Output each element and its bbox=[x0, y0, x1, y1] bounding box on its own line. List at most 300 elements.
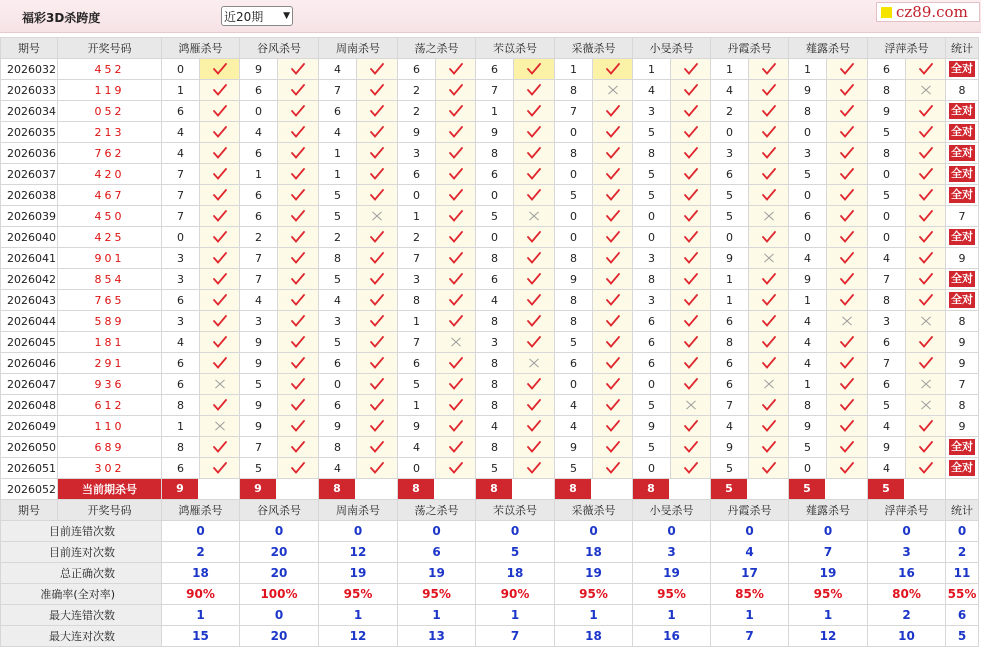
kill-number: 8 bbox=[555, 311, 593, 332]
row-total bbox=[946, 227, 979, 248]
cross-icon bbox=[920, 315, 932, 327]
check-icon bbox=[840, 462, 854, 474]
kill-number: 7 bbox=[240, 437, 278, 458]
kill-number: 5 bbox=[319, 206, 357, 227]
check-icon bbox=[684, 84, 698, 96]
kill-result bbox=[827, 248, 868, 269]
check-icon bbox=[840, 126, 854, 138]
kill-result bbox=[514, 164, 555, 185]
kill-number: 3 bbox=[711, 143, 749, 164]
stat-value: 3 bbox=[868, 542, 946, 563]
check-icon bbox=[762, 336, 776, 348]
kill-result bbox=[827, 143, 868, 164]
check-icon bbox=[919, 294, 933, 306]
table-row bbox=[1, 416, 979, 437]
check-icon bbox=[449, 315, 463, 327]
kill-result bbox=[749, 248, 789, 269]
kill-number: 7 bbox=[240, 269, 278, 290]
kill-result bbox=[671, 248, 711, 269]
check-icon bbox=[213, 462, 227, 474]
kill-result bbox=[514, 332, 555, 353]
winning-number: 450 bbox=[58, 206, 162, 227]
kill-number: 4 bbox=[555, 416, 593, 437]
row-total: 9 bbox=[946, 248, 979, 269]
stat-value: 12 bbox=[319, 626, 398, 647]
period-select[interactable] bbox=[221, 6, 293, 26]
check-icon bbox=[527, 315, 541, 327]
kill-result bbox=[200, 164, 240, 185]
kill-result bbox=[436, 416, 476, 437]
kill-number: 5 bbox=[398, 374, 436, 395]
kill-number: 8 bbox=[398, 290, 436, 311]
kill-number: 7 bbox=[162, 164, 200, 185]
kill-result bbox=[278, 206, 319, 227]
check-icon bbox=[527, 84, 541, 96]
cross-icon bbox=[214, 420, 226, 432]
check-icon bbox=[840, 399, 854, 411]
kill-result bbox=[827, 59, 868, 80]
kill-number: 4 bbox=[240, 290, 278, 311]
kill-result bbox=[200, 458, 240, 479]
kill-result bbox=[749, 164, 789, 185]
kill-number: 8 bbox=[633, 143, 671, 164]
kill-number: 5 bbox=[319, 185, 357, 206]
kill-result bbox=[593, 437, 633, 458]
check-icon bbox=[606, 336, 620, 348]
kill-result bbox=[749, 269, 789, 290]
check-icon bbox=[684, 420, 698, 432]
kill-number: 1 bbox=[789, 290, 827, 311]
current-kill-badge: 8 bbox=[555, 479, 591, 499]
kill-result bbox=[278, 416, 319, 437]
kill-number: 4 bbox=[555, 395, 593, 416]
kill-number: 8 bbox=[319, 437, 357, 458]
table-row bbox=[1, 122, 979, 143]
row-total bbox=[946, 290, 979, 311]
stat-value: 3 bbox=[633, 542, 711, 563]
kill-result bbox=[671, 101, 711, 122]
kill-number: 0 bbox=[162, 227, 200, 248]
check-icon bbox=[684, 210, 698, 222]
check-icon bbox=[291, 147, 305, 159]
stat-value: 95% bbox=[319, 584, 398, 605]
kill-result bbox=[357, 248, 398, 269]
kill-number: 9 bbox=[555, 437, 593, 458]
kill-number: 0 bbox=[868, 164, 906, 185]
check-icon bbox=[370, 294, 384, 306]
kill-result bbox=[749, 311, 789, 332]
check-icon bbox=[213, 231, 227, 243]
kill-number: 4 bbox=[789, 311, 827, 332]
kill-number: 5 bbox=[476, 458, 514, 479]
kill-result bbox=[200, 143, 240, 164]
kill-result bbox=[200, 122, 240, 143]
issue-number: 2026033 bbox=[1, 80, 58, 101]
stat-value: 6 bbox=[398, 542, 476, 563]
kill-number: 3 bbox=[789, 143, 827, 164]
kill-number: 8 bbox=[789, 101, 827, 122]
check-icon bbox=[527, 231, 541, 243]
kill-number: 8 bbox=[633, 269, 671, 290]
kill-number: 5 bbox=[633, 437, 671, 458]
kill-result bbox=[436, 353, 476, 374]
all-correct-badge: 全对 bbox=[951, 188, 973, 201]
kill-number: 9 bbox=[240, 332, 278, 353]
check-icon bbox=[291, 399, 305, 411]
kill-number: 8 bbox=[555, 80, 593, 101]
check-icon bbox=[370, 441, 384, 453]
kill-number: 8 bbox=[789, 395, 827, 416]
kill-number: 4 bbox=[398, 437, 436, 458]
kill-result bbox=[200, 80, 240, 101]
check-icon bbox=[527, 105, 541, 117]
kill-result bbox=[278, 59, 319, 80]
kill-result bbox=[593, 353, 633, 374]
column-header: 统计 bbox=[946, 38, 979, 59]
kill-number: 5 bbox=[789, 437, 827, 458]
kill-number: 6 bbox=[476, 59, 514, 80]
stat-value: 100% bbox=[240, 584, 319, 605]
stat-value: 16 bbox=[868, 563, 946, 584]
kill-number: 9 bbox=[240, 395, 278, 416]
check-icon bbox=[840, 147, 854, 159]
kill-result bbox=[827, 122, 868, 143]
stat-value: 18 bbox=[162, 563, 240, 584]
kill-number: 5 bbox=[711, 206, 749, 227]
stat-value: 0 bbox=[476, 521, 555, 542]
kill-result bbox=[906, 122, 946, 143]
kill-result bbox=[357, 185, 398, 206]
issue-number: 2026034 bbox=[1, 101, 58, 122]
check-icon bbox=[919, 273, 933, 285]
kill-number: 3 bbox=[398, 269, 436, 290]
kill-result bbox=[906, 311, 946, 332]
table-row bbox=[1, 395, 979, 416]
check-icon bbox=[840, 63, 854, 75]
kill-result bbox=[514, 248, 555, 269]
column-header: 谷风杀号 bbox=[240, 38, 319, 59]
check-icon bbox=[762, 441, 776, 453]
kill-number: 5 bbox=[319, 269, 357, 290]
cross-icon bbox=[528, 357, 540, 369]
kill-number: 0 bbox=[789, 185, 827, 206]
check-icon bbox=[527, 441, 541, 453]
kill-result bbox=[671, 458, 711, 479]
kill-number: 2 bbox=[398, 80, 436, 101]
kill-number: 0 bbox=[789, 458, 827, 479]
stat-value: 6 bbox=[946, 605, 979, 626]
kill-result bbox=[906, 164, 946, 185]
winning-number: 762 bbox=[58, 143, 162, 164]
kill-result bbox=[200, 248, 240, 269]
site-logo[interactable] bbox=[876, 2, 980, 22]
kill-number: 3 bbox=[162, 248, 200, 269]
check-icon bbox=[527, 147, 541, 159]
kill-number: 6 bbox=[162, 353, 200, 374]
check-icon bbox=[370, 189, 384, 201]
check-icon bbox=[527, 273, 541, 285]
stat-value: 5 bbox=[476, 542, 555, 563]
stat-label: 准确率(全对率) bbox=[1, 584, 162, 605]
kill-number: 4 bbox=[319, 122, 357, 143]
issue-number: 2026032 bbox=[1, 59, 58, 80]
check-icon bbox=[370, 84, 384, 96]
kill-number: 1 bbox=[398, 206, 436, 227]
kill-number: 9 bbox=[398, 416, 436, 437]
check-icon bbox=[370, 126, 384, 138]
kill-result bbox=[514, 206, 555, 227]
kill-result bbox=[278, 122, 319, 143]
check-icon bbox=[762, 168, 776, 180]
check-icon bbox=[606, 294, 620, 306]
check-icon bbox=[291, 273, 305, 285]
kill-result bbox=[593, 101, 633, 122]
kill-result bbox=[593, 164, 633, 185]
kill-number: 3 bbox=[240, 311, 278, 332]
kill-number: 2 bbox=[240, 227, 278, 248]
check-icon bbox=[291, 63, 305, 75]
table-row bbox=[1, 311, 979, 332]
check-icon bbox=[291, 462, 305, 474]
check-icon bbox=[213, 315, 227, 327]
check-icon bbox=[449, 147, 463, 159]
kill-result bbox=[278, 164, 319, 185]
kill-number: 5 bbox=[789, 164, 827, 185]
stat-label: 目前连错次数 bbox=[1, 521, 162, 542]
check-icon bbox=[291, 441, 305, 453]
kill-number: 8 bbox=[476, 353, 514, 374]
kill-result bbox=[906, 206, 946, 227]
kill-number: 6 bbox=[319, 353, 357, 374]
issue-number: 2026050 bbox=[1, 437, 58, 458]
column-header: 小旻杀号 bbox=[633, 500, 711, 521]
kill-result bbox=[593, 143, 633, 164]
issue-number: 2026040 bbox=[1, 227, 58, 248]
check-icon bbox=[919, 210, 933, 222]
winning-number: 181 bbox=[58, 332, 162, 353]
kill-number: 5 bbox=[240, 458, 278, 479]
check-icon bbox=[840, 336, 854, 348]
kill-number: 5 bbox=[555, 332, 593, 353]
current-period-row bbox=[1, 479, 979, 500]
kill-result bbox=[278, 353, 319, 374]
kill-number: 6 bbox=[789, 206, 827, 227]
stat-value: 18 bbox=[555, 542, 633, 563]
stat-value: 0 bbox=[240, 605, 319, 626]
kill-result bbox=[671, 185, 711, 206]
check-icon bbox=[840, 441, 854, 453]
kill-number: 8 bbox=[868, 143, 906, 164]
kill-result bbox=[200, 290, 240, 311]
issue-number: 2026051 bbox=[1, 458, 58, 479]
kill-result bbox=[593, 332, 633, 353]
kill-result bbox=[357, 122, 398, 143]
table-row bbox=[1, 437, 979, 458]
kill-result bbox=[749, 185, 789, 206]
check-icon bbox=[370, 420, 384, 432]
check-icon bbox=[291, 357, 305, 369]
kill-result bbox=[514, 290, 555, 311]
kill-number: 9 bbox=[633, 416, 671, 437]
kill-number: 5 bbox=[711, 458, 749, 479]
kill-number: 6 bbox=[711, 353, 749, 374]
check-icon bbox=[449, 126, 463, 138]
check-icon bbox=[684, 441, 698, 453]
kill-result bbox=[436, 458, 476, 479]
check-icon bbox=[762, 273, 776, 285]
check-icon bbox=[213, 147, 227, 159]
current-kill-badge: 5 bbox=[789, 479, 825, 499]
kill-number: 4 bbox=[789, 332, 827, 353]
check-icon bbox=[291, 210, 305, 222]
winning-number: 425 bbox=[58, 227, 162, 248]
issue-number: 2026043 bbox=[1, 290, 58, 311]
kill-result bbox=[357, 59, 398, 80]
kill-number: 2 bbox=[319, 227, 357, 248]
kill-result bbox=[278, 269, 319, 290]
check-icon bbox=[684, 294, 698, 306]
current-total bbox=[946, 479, 979, 500]
check-icon bbox=[840, 357, 854, 369]
kill-result bbox=[671, 290, 711, 311]
current-kill-cell bbox=[476, 479, 555, 500]
stat-value: 10 bbox=[868, 626, 946, 647]
kill-result bbox=[200, 227, 240, 248]
kill-number: 7 bbox=[319, 80, 357, 101]
kill-result bbox=[357, 206, 398, 227]
row-total: 8 bbox=[946, 80, 979, 101]
kill-result bbox=[671, 395, 711, 416]
current-kill-badge: 9 bbox=[240, 479, 276, 499]
row-total bbox=[946, 59, 979, 80]
check-icon bbox=[527, 168, 541, 180]
kill-number: 3 bbox=[398, 143, 436, 164]
stat-value: 1 bbox=[319, 605, 398, 626]
row-total: 8 bbox=[946, 395, 979, 416]
check-icon bbox=[606, 441, 620, 453]
table-row bbox=[1, 185, 979, 206]
kill-result bbox=[278, 227, 319, 248]
kill-result bbox=[436, 395, 476, 416]
kill-result bbox=[827, 206, 868, 227]
kill-number: 9 bbox=[398, 122, 436, 143]
kill-number: 1 bbox=[398, 311, 436, 332]
kill-result bbox=[749, 332, 789, 353]
kill-result bbox=[906, 353, 946, 374]
kill-number: 1 bbox=[789, 59, 827, 80]
kill-number: 1 bbox=[711, 290, 749, 311]
check-icon bbox=[449, 273, 463, 285]
kill-number: 0 bbox=[162, 59, 200, 80]
kill-result bbox=[436, 59, 476, 80]
stat-row bbox=[1, 521, 979, 542]
kill-result bbox=[200, 59, 240, 80]
kill-result bbox=[749, 122, 789, 143]
issue-number: 2026039 bbox=[1, 206, 58, 227]
current-kill-cell bbox=[162, 479, 240, 500]
check-icon bbox=[606, 147, 620, 159]
kill-result bbox=[593, 458, 633, 479]
all-correct-badge: 全对 bbox=[951, 62, 973, 75]
check-icon bbox=[213, 189, 227, 201]
kill-result bbox=[357, 395, 398, 416]
check-icon bbox=[684, 147, 698, 159]
check-icon bbox=[840, 105, 854, 117]
kill-number: 6 bbox=[240, 80, 278, 101]
check-icon bbox=[449, 189, 463, 201]
check-icon bbox=[449, 378, 463, 390]
kill-result bbox=[593, 395, 633, 416]
column-header: 小旻杀号 bbox=[633, 38, 711, 59]
kill-number: 8 bbox=[476, 311, 514, 332]
kill-number: 1 bbox=[633, 59, 671, 80]
kill-number: 0 bbox=[633, 206, 671, 227]
kill-number: 5 bbox=[868, 122, 906, 143]
winning-number: 854 bbox=[58, 269, 162, 290]
check-icon bbox=[840, 294, 854, 306]
kill-result bbox=[436, 311, 476, 332]
row-total bbox=[946, 437, 979, 458]
table-row bbox=[1, 353, 979, 374]
cross-icon bbox=[371, 210, 383, 222]
check-icon bbox=[840, 210, 854, 222]
check-icon bbox=[762, 189, 776, 201]
stat-value: 20 bbox=[240, 626, 319, 647]
check-icon bbox=[762, 357, 776, 369]
check-icon bbox=[449, 357, 463, 369]
kill-number: 9 bbox=[476, 122, 514, 143]
kill-number: 1 bbox=[240, 164, 278, 185]
kill-number: 5 bbox=[240, 374, 278, 395]
kill-result bbox=[200, 374, 240, 395]
stat-value: 12 bbox=[789, 626, 868, 647]
all-correct-badge: 全对 bbox=[951, 272, 973, 285]
kill-number: 7 bbox=[711, 395, 749, 416]
stat-value: 0 bbox=[555, 521, 633, 542]
issue-number: 2026049 bbox=[1, 416, 58, 437]
kill-result bbox=[906, 185, 946, 206]
kill-number: 6 bbox=[240, 206, 278, 227]
kill-result bbox=[200, 269, 240, 290]
check-icon bbox=[291, 315, 305, 327]
kill-result bbox=[436, 101, 476, 122]
kill-number: 9 bbox=[711, 437, 749, 458]
period-select-value: 近20期 bbox=[224, 9, 264, 24]
winning-number: 291 bbox=[58, 353, 162, 374]
cross-icon bbox=[763, 378, 775, 390]
kill-number: 4 bbox=[319, 290, 357, 311]
kill-result bbox=[827, 290, 868, 311]
kill-result bbox=[671, 227, 711, 248]
kill-result bbox=[514, 416, 555, 437]
check-icon bbox=[919, 126, 933, 138]
check-icon bbox=[684, 189, 698, 201]
kill-number: 3 bbox=[162, 311, 200, 332]
kill-number: 0 bbox=[711, 227, 749, 248]
kill-number: 5 bbox=[633, 164, 671, 185]
kill-result bbox=[671, 332, 711, 353]
kill-number: 3 bbox=[868, 311, 906, 332]
kill-number: 1 bbox=[398, 395, 436, 416]
kill-number: 9 bbox=[319, 416, 357, 437]
kill-result bbox=[906, 437, 946, 458]
column-header: 浮萍杀号 bbox=[868, 38, 946, 59]
kill-number: 4 bbox=[711, 80, 749, 101]
kill-number: 6 bbox=[868, 374, 906, 395]
check-icon bbox=[449, 84, 463, 96]
stat-value: 19 bbox=[555, 563, 633, 584]
kill-result bbox=[906, 248, 946, 269]
